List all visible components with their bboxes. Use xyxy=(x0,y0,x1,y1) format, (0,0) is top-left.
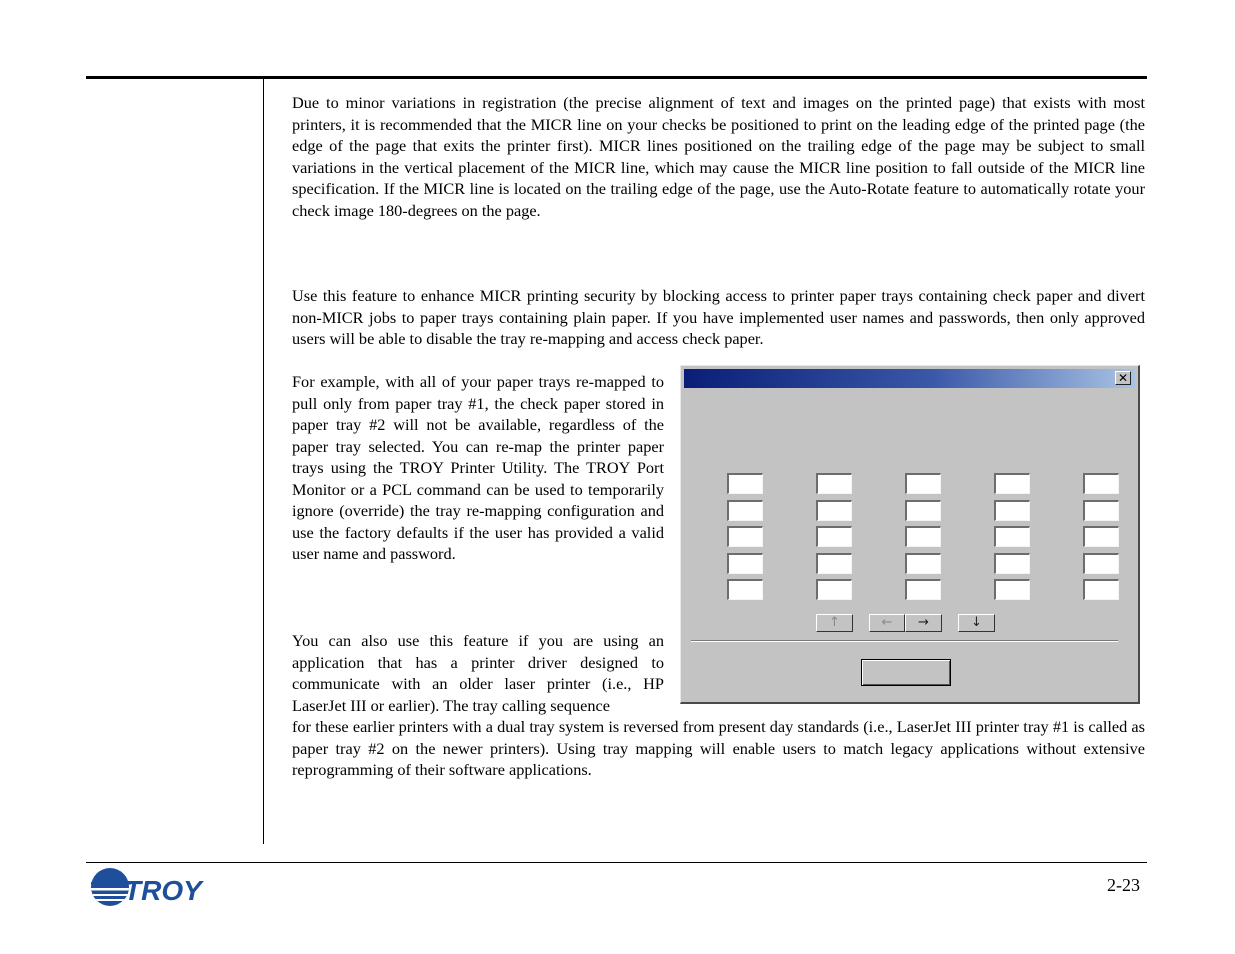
tray-map-field[interactable] xyxy=(727,526,763,547)
troy-logo-text: TROY xyxy=(124,875,202,906)
tray-map-field[interactable] xyxy=(1083,579,1119,600)
tray-map-field[interactable] xyxy=(727,553,763,574)
paragraph-tray-mapping-intro: Use this feature to enhance MICR printing security by blocking access to printer paper trays containing check paper and divert non-MICR jobs to paper trays containing plain paper. If you have implemented user names and passwords, then only approved users will be able to disable the tray re-mapping and access check paper. xyxy=(292,286,1145,348)
ok-button[interactable] xyxy=(861,659,951,686)
tray-map-field[interactable] xyxy=(727,579,763,600)
tray-map-field[interactable] xyxy=(994,500,1030,521)
troy-logo xyxy=(88,866,223,910)
tray-map-field[interactable] xyxy=(994,526,1030,547)
close-icon[interactable]: ✕ xyxy=(1115,371,1131,385)
tray-map-field[interactable] xyxy=(905,526,941,547)
tray-map-field[interactable] xyxy=(1083,526,1119,547)
tray-map-field[interactable] xyxy=(1083,500,1119,521)
tray-mapping-grid xyxy=(727,473,1123,601)
paragraph-legacy-app: You can also use this feature if you are using an application that has a printer driver designed to communicate with an older laser printer (i.e., HP LaserJet III or earlier). The tray calling sequence xyxy=(292,631,664,715)
tray-mapping-dialog xyxy=(680,365,1140,704)
move-right-button[interactable] xyxy=(905,614,942,632)
bottom-rule xyxy=(86,862,1147,863)
top-rule xyxy=(86,76,1147,79)
tray-map-field[interactable] xyxy=(816,526,852,547)
tray-map-field[interactable] xyxy=(727,473,763,494)
tray-map-field[interactable] xyxy=(994,579,1030,600)
arrow-down-icon: ↓ xyxy=(971,615,982,630)
tray-map-field[interactable] xyxy=(816,553,852,574)
dialog-titlebar xyxy=(684,369,1135,388)
tray-map-field[interactable] xyxy=(727,500,763,521)
tray-map-field[interactable] xyxy=(905,553,941,574)
tray-map-field[interactable] xyxy=(816,473,852,494)
dialog-separator xyxy=(691,640,1118,642)
tray-map-field[interactable] xyxy=(905,579,941,600)
left-margin-rule xyxy=(263,79,264,844)
tray-map-field[interactable] xyxy=(994,473,1030,494)
tray-map-field[interactable] xyxy=(1083,473,1119,494)
page-number: 2-23 xyxy=(1107,875,1140,895)
tray-map-field[interactable] xyxy=(994,553,1030,574)
tray-map-field[interactable] xyxy=(816,500,852,521)
arrow-left-icon: ← xyxy=(881,615,893,630)
tray-map-field[interactable] xyxy=(905,500,941,521)
tray-map-field[interactable] xyxy=(1083,553,1119,574)
troy-logo-mark xyxy=(88,866,223,910)
paragraph-legacy-app-continued: for these earlier printers with a dual tray system is reversed from present day standards (i.e., LaserJet III printer tray #1 is called as paper tray #2 on the newer printers). Using tray mapping will enable users to match legacy applications without extensive reprogramming of their software applications. xyxy=(292,717,1145,779)
paragraph-micr-placement: Due to minor variations in registration (the precise alignment of text and images on the printed page) that exists with most printers, it is recommended that the MICR line on your checks be positioned to print on the leading edge of the printed page (the edge of the page that exits the printer first). MICR lines positioned on the trailing edge of the page may be subject to small variations in the vertical placement of the MICR line, which may cause the MICR line position to fall outside of the MICR line specification. If the MICR line is located on the trailing edge of the page, use the Auto-Rotate feature to automatically rotate your check image 180-degrees on the page. xyxy=(292,93,1145,220)
arrow-right-icon: → xyxy=(918,615,929,630)
move-up-button[interactable] xyxy=(816,614,853,632)
tray-map-field[interactable] xyxy=(816,579,852,600)
tray-map-field[interactable] xyxy=(905,473,941,494)
arrow-up-icon: ↑ xyxy=(829,615,840,630)
paragraph-tray-example: For example, with all of your paper trays re-mapped to pull only from paper tray #1, the check paper stored in paper tray #2 will not be available, regardless of the paper tray selected. You can re-map the printer paper trays using the TROY Printer Utility. The TROY Port Monitor or a PCL command can be used to temporarily ignore (override) the tray re-mapping configuration and use the factory defaults if the user has provided a valid user name and password. xyxy=(292,372,664,563)
move-down-button[interactable] xyxy=(958,614,995,632)
move-left-button[interactable] xyxy=(869,614,905,632)
